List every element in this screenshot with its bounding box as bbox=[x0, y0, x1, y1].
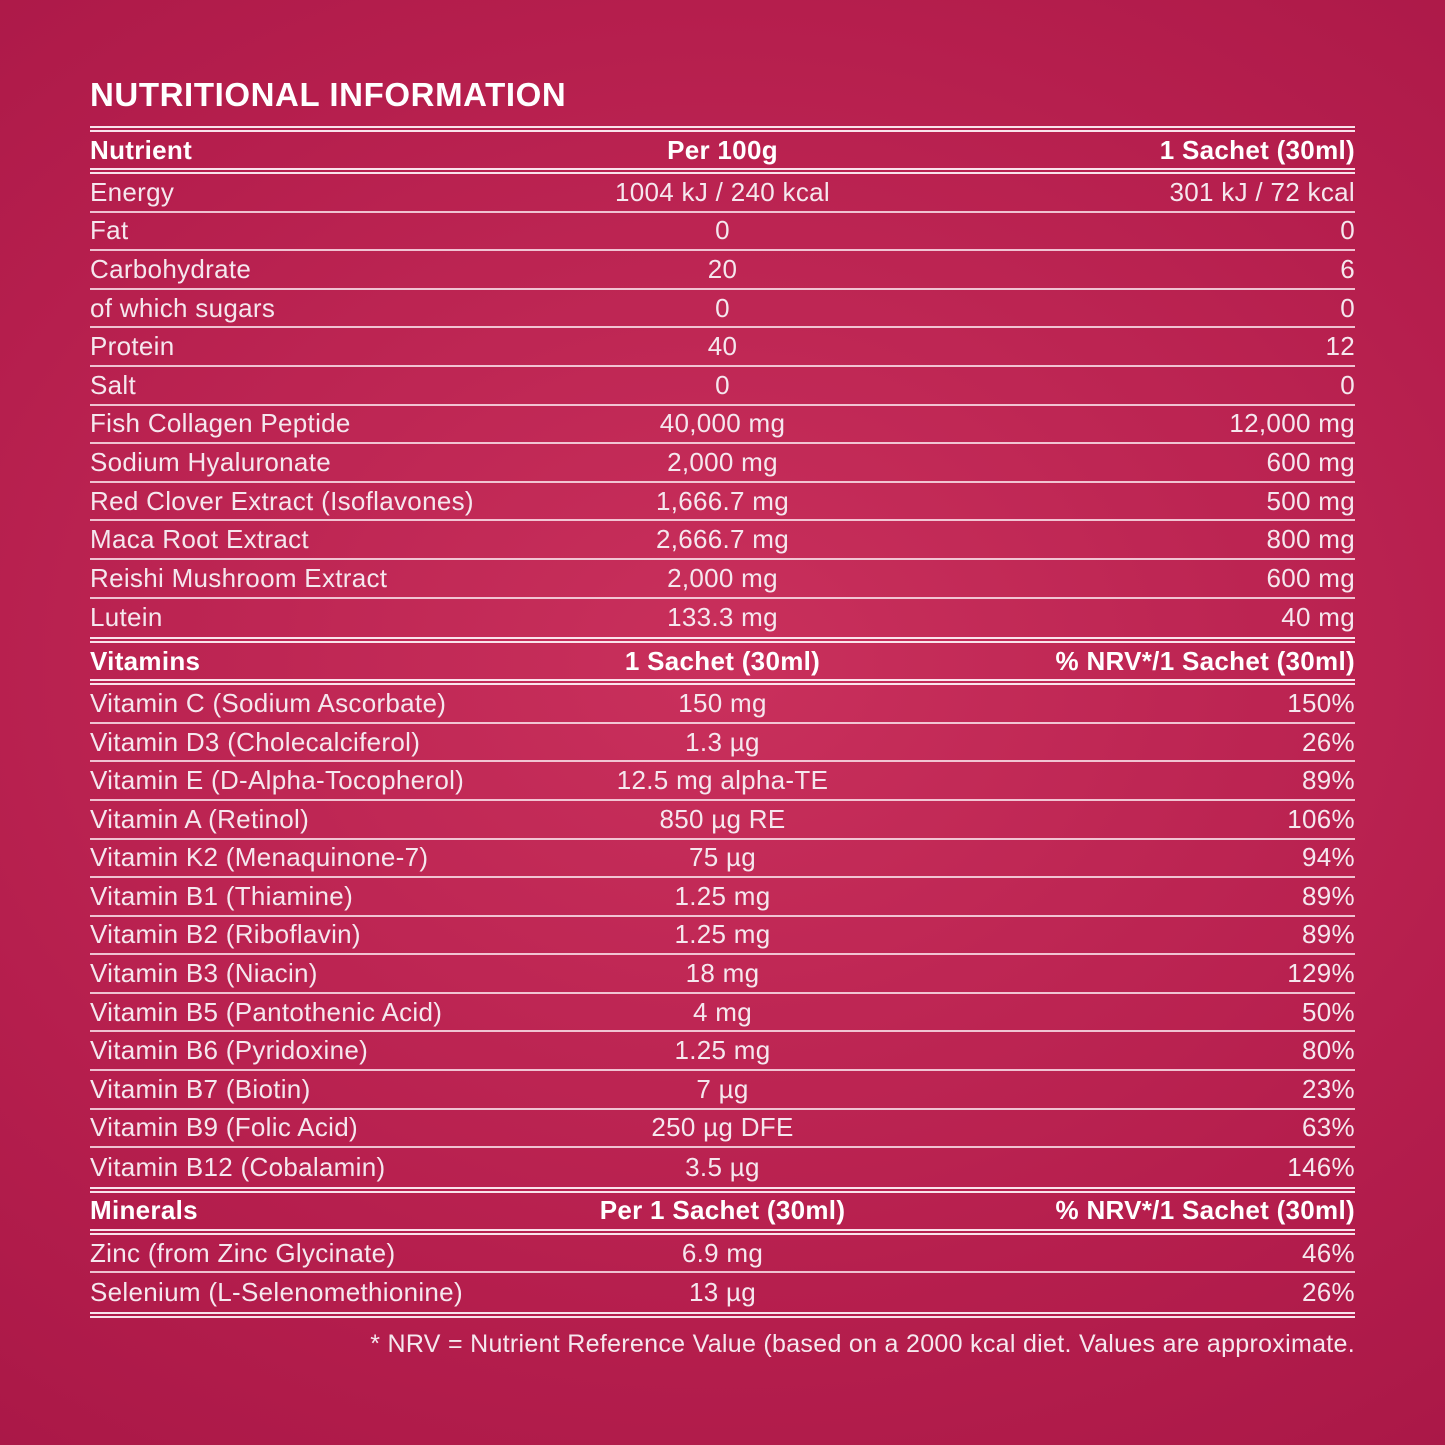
row-amount-value: 2,000 mg bbox=[667, 562, 778, 593]
row-amount-value: 0 bbox=[715, 369, 730, 400]
section-divider-line bbox=[90, 1312, 1355, 1318]
table-row bbox=[90, 599, 1355, 638]
row-label: Vitamin E (D-Alpha-Tocopherol) bbox=[90, 765, 465, 796]
row-label: Reishi Mushroom Extract bbox=[90, 562, 388, 593]
row-label: Lutein bbox=[90, 602, 163, 633]
row-amount-value: 12.5 mg alpha-TE bbox=[616, 765, 829, 796]
table-row bbox=[90, 685, 1355, 724]
row-sachet-value: 800 mg bbox=[1266, 524, 1355, 555]
row-amount-value: 2,000 mg bbox=[667, 446, 778, 477]
nutrition-table bbox=[90, 126, 1355, 1318]
table-row bbox=[90, 251, 1355, 290]
table-row bbox=[90, 1110, 1355, 1149]
row-amount-value: 40,000 mg bbox=[659, 408, 786, 439]
vitamins-header-sachet-column: % NRV*/1 Sachet (30ml) bbox=[1055, 645, 1355, 676]
row-sachet-value: 150% bbox=[1287, 687, 1355, 718]
row-amount-value: 0 bbox=[715, 292, 730, 323]
row-sachet-value: 129% bbox=[1287, 958, 1355, 989]
minerals-header-sachet-column: % NRV*/1 Sachet (30ml) bbox=[1055, 1195, 1355, 1226]
table-row bbox=[90, 1071, 1355, 1110]
table-row bbox=[90, 483, 1355, 522]
row-label: Selenium (L-Selenomethionine) bbox=[90, 1277, 463, 1308]
row-sachet-value: 89% bbox=[1302, 919, 1355, 950]
row-amount-value: 13 µg bbox=[688, 1277, 757, 1308]
row-sachet-value: 89% bbox=[1302, 765, 1355, 796]
row-amount-value: 2,666.7 mg bbox=[655, 524, 790, 555]
table-row bbox=[90, 917, 1355, 956]
row-amount-value: 0 bbox=[715, 215, 730, 246]
row-sachet-value: 46% bbox=[1302, 1237, 1355, 1268]
row-sachet-value: 26% bbox=[1302, 1277, 1355, 1308]
table-row bbox=[90, 406, 1355, 445]
table-row bbox=[90, 444, 1355, 483]
table-row bbox=[90, 1235, 1355, 1274]
page-title: NUTRITIONAL INFORMATION bbox=[90, 76, 567, 113]
table-row bbox=[90, 762, 1355, 801]
row-sachet-value: 106% bbox=[1287, 803, 1355, 834]
table-row bbox=[90, 840, 1355, 879]
row-sachet-value: 12,000 mg bbox=[1229, 408, 1355, 439]
table-row bbox=[90, 955, 1355, 994]
minerals-header-amount-column: Per 1 Sachet (30ml) bbox=[599, 1195, 846, 1226]
row-label: Vitamin B9 (Folic Acid) bbox=[90, 1112, 358, 1143]
row-amount-value: 1,666.7 mg bbox=[655, 485, 790, 516]
row-amount-value: 1.25 mg bbox=[674, 880, 771, 911]
row-sachet-value: 50% bbox=[1302, 996, 1355, 1027]
row-amount-value: 7 µg bbox=[696, 1073, 749, 1104]
row-amount-value: 18 mg bbox=[685, 958, 760, 989]
row-label: Vitamin C (Sodium Ascorbate) bbox=[90, 687, 447, 718]
row-label: Fat bbox=[90, 215, 129, 246]
row-amount-value: 1004 kJ / 240 kcal bbox=[614, 176, 830, 207]
table-row bbox=[90, 1273, 1355, 1312]
vitamins-header-amount-column: 1 Sachet (30ml) bbox=[624, 645, 821, 676]
row-label: Vitamin B3 (Niacin) bbox=[90, 958, 318, 989]
table-row bbox=[90, 1148, 1355, 1187]
row-amount-value: 250 µg DFE bbox=[651, 1112, 794, 1143]
row-label: Zinc (from Zinc Glycinate) bbox=[90, 1237, 396, 1268]
row-sachet-value: 600 mg bbox=[1266, 446, 1355, 477]
row-sachet-value: 0 bbox=[1340, 369, 1355, 400]
table-row bbox=[90, 328, 1355, 367]
row-amount-value: 1.25 mg bbox=[674, 1035, 771, 1066]
row-label: Fish Collagen Peptide bbox=[90, 408, 351, 439]
row-amount-value: 850 µg RE bbox=[659, 803, 786, 834]
row-sachet-value: 6 bbox=[1340, 253, 1355, 284]
row-sachet-value: 63% bbox=[1302, 1112, 1355, 1143]
row-label: Sodium Hyaluronate bbox=[90, 446, 331, 477]
row-amount-value: 1.3 µg bbox=[685, 726, 760, 757]
row-sachet-value: 26% bbox=[1302, 726, 1355, 757]
row-sachet-value: 89% bbox=[1302, 880, 1355, 911]
nutrients-header-amount-column: Per 100g bbox=[667, 134, 778, 165]
row-label: Maca Root Extract bbox=[90, 524, 309, 555]
row-amount-value: 4 mg bbox=[692, 996, 752, 1027]
row-label: Red Clover Extract (Isoflavones) bbox=[90, 485, 474, 516]
row-sachet-value: 146% bbox=[1287, 1152, 1355, 1183]
row-label: Vitamin A (Retinol) bbox=[90, 803, 310, 834]
table-row bbox=[90, 290, 1355, 329]
nutrients-header-label: Nutrient bbox=[90, 134, 193, 165]
row-sachet-value: 0 bbox=[1340, 292, 1355, 323]
row-label: Vitamin B5 (Pantothenic Acid) bbox=[90, 996, 443, 1027]
table-row bbox=[90, 213, 1355, 252]
table-row bbox=[90, 521, 1355, 560]
row-amount-value: 150 mg bbox=[678, 687, 767, 718]
row-sachet-value: 23% bbox=[1302, 1073, 1355, 1104]
row-label: Energy bbox=[90, 176, 175, 207]
table-row bbox=[90, 801, 1355, 840]
row-amount-value: 133.3 mg bbox=[667, 602, 778, 633]
row-label: Vitamin B6 (Pyridoxine) bbox=[90, 1035, 369, 1066]
row-label: Vitamin B12 (Cobalamin) bbox=[90, 1152, 386, 1183]
table-row bbox=[90, 994, 1355, 1033]
table-row bbox=[90, 1032, 1355, 1071]
table-row bbox=[90, 367, 1355, 406]
row-amount-value: 40 bbox=[707, 331, 738, 362]
minerals-header-label: Minerals bbox=[90, 1195, 198, 1226]
nrv-footnote: * NRV = Nutrient Reference Value (based on a 2000 kcal diet. Values are approximate. bbox=[370, 1330, 1355, 1359]
row-sachet-value: 301 kJ / 72 kcal bbox=[1169, 176, 1355, 207]
row-amount-value: 20 bbox=[707, 253, 738, 284]
nutrients-header-sachet-column: 1 Sachet (30ml) bbox=[1159, 134, 1355, 165]
row-amount-value: 3.5 µg bbox=[685, 1152, 760, 1183]
row-label: of which sugars bbox=[90, 292, 276, 323]
row-sachet-value: 94% bbox=[1302, 842, 1355, 873]
row-sachet-value: 12 bbox=[1325, 331, 1355, 362]
row-amount-value: 1.25 mg bbox=[674, 919, 771, 950]
row-label: Protein bbox=[90, 331, 175, 362]
row-label: Vitamin B7 (Biotin) bbox=[90, 1073, 311, 1104]
row-sachet-value: 500 mg bbox=[1266, 485, 1355, 516]
table-row bbox=[90, 878, 1355, 917]
table-row bbox=[90, 724, 1355, 763]
table-row bbox=[90, 174, 1355, 213]
table-row bbox=[90, 560, 1355, 599]
row-sachet-value: 600 mg bbox=[1266, 562, 1355, 593]
row-amount-value: 6.9 mg bbox=[681, 1237, 764, 1268]
section-header-vitamins bbox=[90, 643, 1355, 679]
row-label: Vitamin B2 (Riboflavin) bbox=[90, 919, 361, 950]
row-label: Vitamin K2 (Menaquinone-7) bbox=[90, 842, 429, 873]
section-header-nutrients bbox=[90, 132, 1355, 168]
row-sachet-value: 80% bbox=[1302, 1035, 1355, 1066]
vitamins-header-label: Vitamins bbox=[90, 645, 201, 676]
row-sachet-value: 40 mg bbox=[1281, 602, 1355, 633]
row-label: Vitamin B1 (Thiamine) bbox=[90, 880, 354, 911]
row-label: Salt bbox=[90, 369, 137, 400]
row-label: Carbohydrate bbox=[90, 253, 252, 284]
section-header-minerals bbox=[90, 1193, 1355, 1229]
row-amount-value: 75 µg bbox=[688, 842, 757, 873]
row-label: Vitamin D3 (Cholecalciferol) bbox=[90, 726, 421, 757]
row-sachet-value: 0 bbox=[1340, 215, 1355, 246]
